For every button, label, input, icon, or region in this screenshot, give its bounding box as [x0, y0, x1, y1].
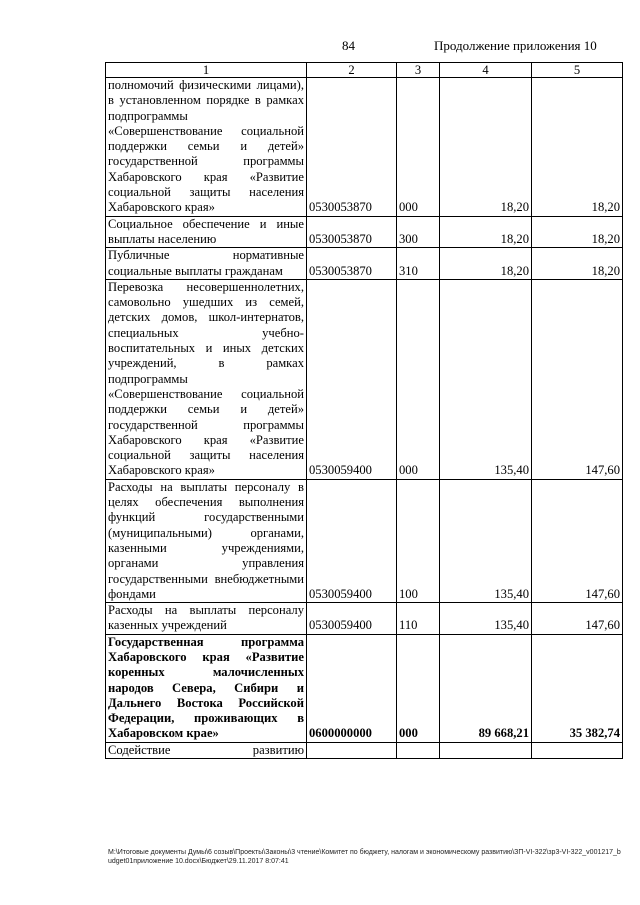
- row-amount-col4: 18,20: [440, 248, 532, 280]
- row-amount-col4: 135,40: [440, 279, 532, 479]
- row-name: Расходы на выплаты персоналу в целях обеспечения выполнения функций государственными (муниципальными) органами, казенными учреждениями, органами управления государственными внебюджетными фондами: [106, 479, 307, 602]
- row-target-code: 0530053870: [307, 248, 397, 280]
- row-name: Социальное обеспечение и иные выплаты населению: [106, 216, 307, 248]
- row-expense-type: 100: [397, 479, 440, 602]
- row-expense-type: 300: [397, 216, 440, 248]
- table-row: [106, 479, 623, 602]
- row-amount-col5: 18,20: [532, 248, 623, 280]
- row-name: полномочий физическими лицами), в установленном порядке в рамках подпрограммы «Совершенствование социальной поддержки семьи и детей» государственной программы Хабаровского края «Развитие социальной защиты населения Хабаровского края»: [106, 78, 307, 217]
- row-amount-col5: 18,20: [532, 216, 623, 248]
- row-name: Расходы на выплаты персоналу казенных учреждений: [106, 603, 307, 635]
- row-amount-col5: 147,60: [532, 603, 623, 635]
- table-row: [106, 279, 623, 479]
- column-header-3: 3: [397, 63, 440, 78]
- row-amount-col4: 89 668,21: [440, 634, 532, 742]
- row-target-code: 0530053870: [307, 78, 397, 217]
- row-expense-type: 000: [397, 78, 440, 217]
- row-expense-type: 000: [397, 279, 440, 479]
- row-amount-col5: [532, 742, 623, 758]
- row-amount-col4: [440, 742, 532, 758]
- column-header-4: 4: [440, 63, 532, 78]
- document-file-path: M:\Итоговые документы Думы\6 созыв\Проекты\Законы\3 чтение\Комитет по бюджету, налогам и экономическому развитию\ЗП-VI-322\зр3-VI-322_v001217_budget01приложение 10.docx\Бюджет\29.11.2017 8:07:41: [108, 849, 621, 865]
- row-amount-col4: 18,20: [440, 216, 532, 248]
- row-target-code: 0530053870: [307, 216, 397, 248]
- row-name: Государственная программа Хабаровского края «Развитие коренных малочисленных народов Севера, Сибири и Дальнего Востока Российской Федерации, проживающих в Хабаровском крае»: [106, 634, 307, 742]
- table-row: [106, 78, 623, 217]
- row-amount-col5: 147,60: [532, 279, 623, 479]
- table-row: [106, 248, 623, 280]
- row-amount-col4: 18,20: [440, 78, 532, 217]
- column-header-2: 2: [307, 63, 397, 78]
- row-target-code: [307, 742, 397, 758]
- row-target-code: 0530059400: [307, 603, 397, 635]
- appendix-continuation-title: Продолжение приложения 10: [434, 38, 597, 53]
- table-row-continued: [106, 742, 623, 758]
- page-number: 84: [342, 38, 355, 53]
- budget-table: [105, 62, 623, 759]
- row-amount-col5: 35 382,74: [532, 634, 623, 742]
- column-header-1: 1: [106, 63, 307, 78]
- row-amount-col5: 18,20: [532, 78, 623, 217]
- row-expense-type: [397, 742, 440, 758]
- row-target-code: 0530059400: [307, 279, 397, 479]
- row-expense-type: 000: [397, 634, 440, 742]
- row-expense-type: 110: [397, 603, 440, 635]
- table-header-row: [106, 63, 623, 78]
- column-header-5: 5: [532, 63, 623, 78]
- row-amount-col4: 135,40: [440, 479, 532, 602]
- row-name: Публичные нормативные социальные выплаты гражданам: [106, 248, 307, 280]
- table-row: [106, 216, 623, 248]
- row-name: Перевозка несовершеннолетних, самовольно ушедших из семей, детских домов, школ-интернатов, специальных учебно-воспитательных и иных детских учреждений, в рамках подпрограммы «Совершенствование социальной поддержки семьи и детей» государственной программы Хабаровского края «Развитие социальной защиты населения Хабаровского края»: [106, 279, 307, 479]
- table-row-program-total: [106, 634, 623, 742]
- row-expense-type: 310: [397, 248, 440, 280]
- row-name: Содействие развитию: [106, 742, 307, 758]
- row-amount-col4: 135,40: [440, 603, 532, 635]
- row-target-code: 0600000000: [307, 634, 397, 742]
- row-target-code: 0530059400: [307, 479, 397, 602]
- row-amount-col5: 147,60: [532, 479, 623, 602]
- table-row: [106, 603, 623, 635]
